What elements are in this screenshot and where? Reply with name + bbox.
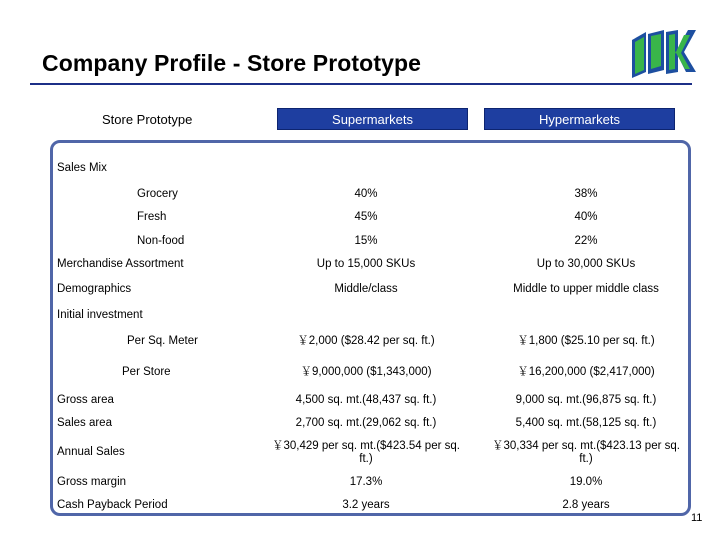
section-initial-investment: Initial investment — [57, 309, 143, 321]
per-store-hypermarket: ￥16,200,000 ($2,417,000) — [517, 366, 655, 378]
row-label-merchandise: Merchandise Assortment — [57, 258, 184, 270]
annual-sales-hypermarket: ￥30,334 per sq. mt.($423.13 per sq. ft.) — [492, 440, 680, 465]
merchandise-supermarket: Up to 15,000 SKUs — [316, 258, 416, 270]
row-label-per-store: Per Store — [122, 366, 171, 378]
row-label-annual-sales: Annual Sales — [57, 446, 125, 458]
nonfood-supermarket: 15% — [354, 235, 378, 247]
row-label-sales-area: Sales area — [57, 417, 112, 429]
row-label-fresh: Fresh — [137, 211, 167, 223]
sales-area-hypermarket: 5,400 sq. mt.(58,125 sq. ft.) — [515, 417, 657, 429]
payback-supermarket: 3.2 years — [342, 499, 390, 511]
title-divider — [30, 83, 692, 85]
gross-margin-supermarket: 17.3% — [349, 476, 383, 488]
payback-hypermarket: 2.8 years — [562, 499, 610, 511]
demographics-supermarket: Middle/class — [334, 283, 398, 295]
section-sales-mix: Sales Mix — [57, 162, 107, 174]
company-logo — [626, 26, 696, 80]
annual-sales-supermarket: ￥30,429 per sq. mt.($423.54 per sq. ft.) — [272, 440, 460, 465]
row-label-payback: Cash Payback Period — [57, 499, 168, 511]
gross-area-hypermarket: 9,000 sq. mt.(96,875 sq. ft.) — [515, 394, 657, 406]
row-label-per-sq-meter: Per Sq. Meter — [127, 335, 198, 347]
demographics-hypermarket: Middle to upper middle class — [513, 283, 659, 295]
page-number: 11 — [691, 512, 703, 524]
page-title: Company Profile - Store Prototype — [42, 50, 422, 76]
row-label-grocery: Grocery — [137, 188, 178, 200]
row-label-gross-area: Gross area — [57, 394, 114, 406]
header-supermarkets: Supermarkets — [277, 108, 468, 130]
grocery-hypermarket: 38% — [574, 188, 598, 200]
per-store-supermarket: ￥9,000,000 ($1,343,000) — [300, 366, 432, 378]
fresh-supermarket: 45% — [354, 211, 378, 223]
gross-area-supermarket: 4,500 sq. mt.(48,437 sq. ft.) — [295, 394, 437, 406]
per-sq-meter-hypermarket: ￥1,800 ($25.10 per sq. ft.) — [517, 335, 655, 347]
row-label-nonfood: Non-food — [137, 235, 185, 247]
nonfood-hypermarket: 22% — [574, 235, 598, 247]
grocery-supermarket: 40% — [354, 188, 378, 200]
header-store-prototype: Store Prototype — [50, 108, 257, 130]
sales-area-supermarket: 2,700 sq. mt.(29,062 sq. ft.) — [295, 417, 437, 429]
merchandise-hypermarket: Up to 30,000 SKUs — [536, 258, 636, 270]
header-hypermarkets: Hypermarkets — [484, 108, 675, 130]
row-label-demographics: Demographics — [57, 283, 132, 295]
fresh-hypermarket: 40% — [574, 211, 598, 223]
per-sq-meter-supermarket: ￥2,000 ($28.42 per sq. ft.) — [297, 335, 435, 347]
row-label-gross-margin: Gross margin — [57, 476, 127, 488]
gross-margin-hypermarket: 19.0% — [569, 476, 603, 488]
